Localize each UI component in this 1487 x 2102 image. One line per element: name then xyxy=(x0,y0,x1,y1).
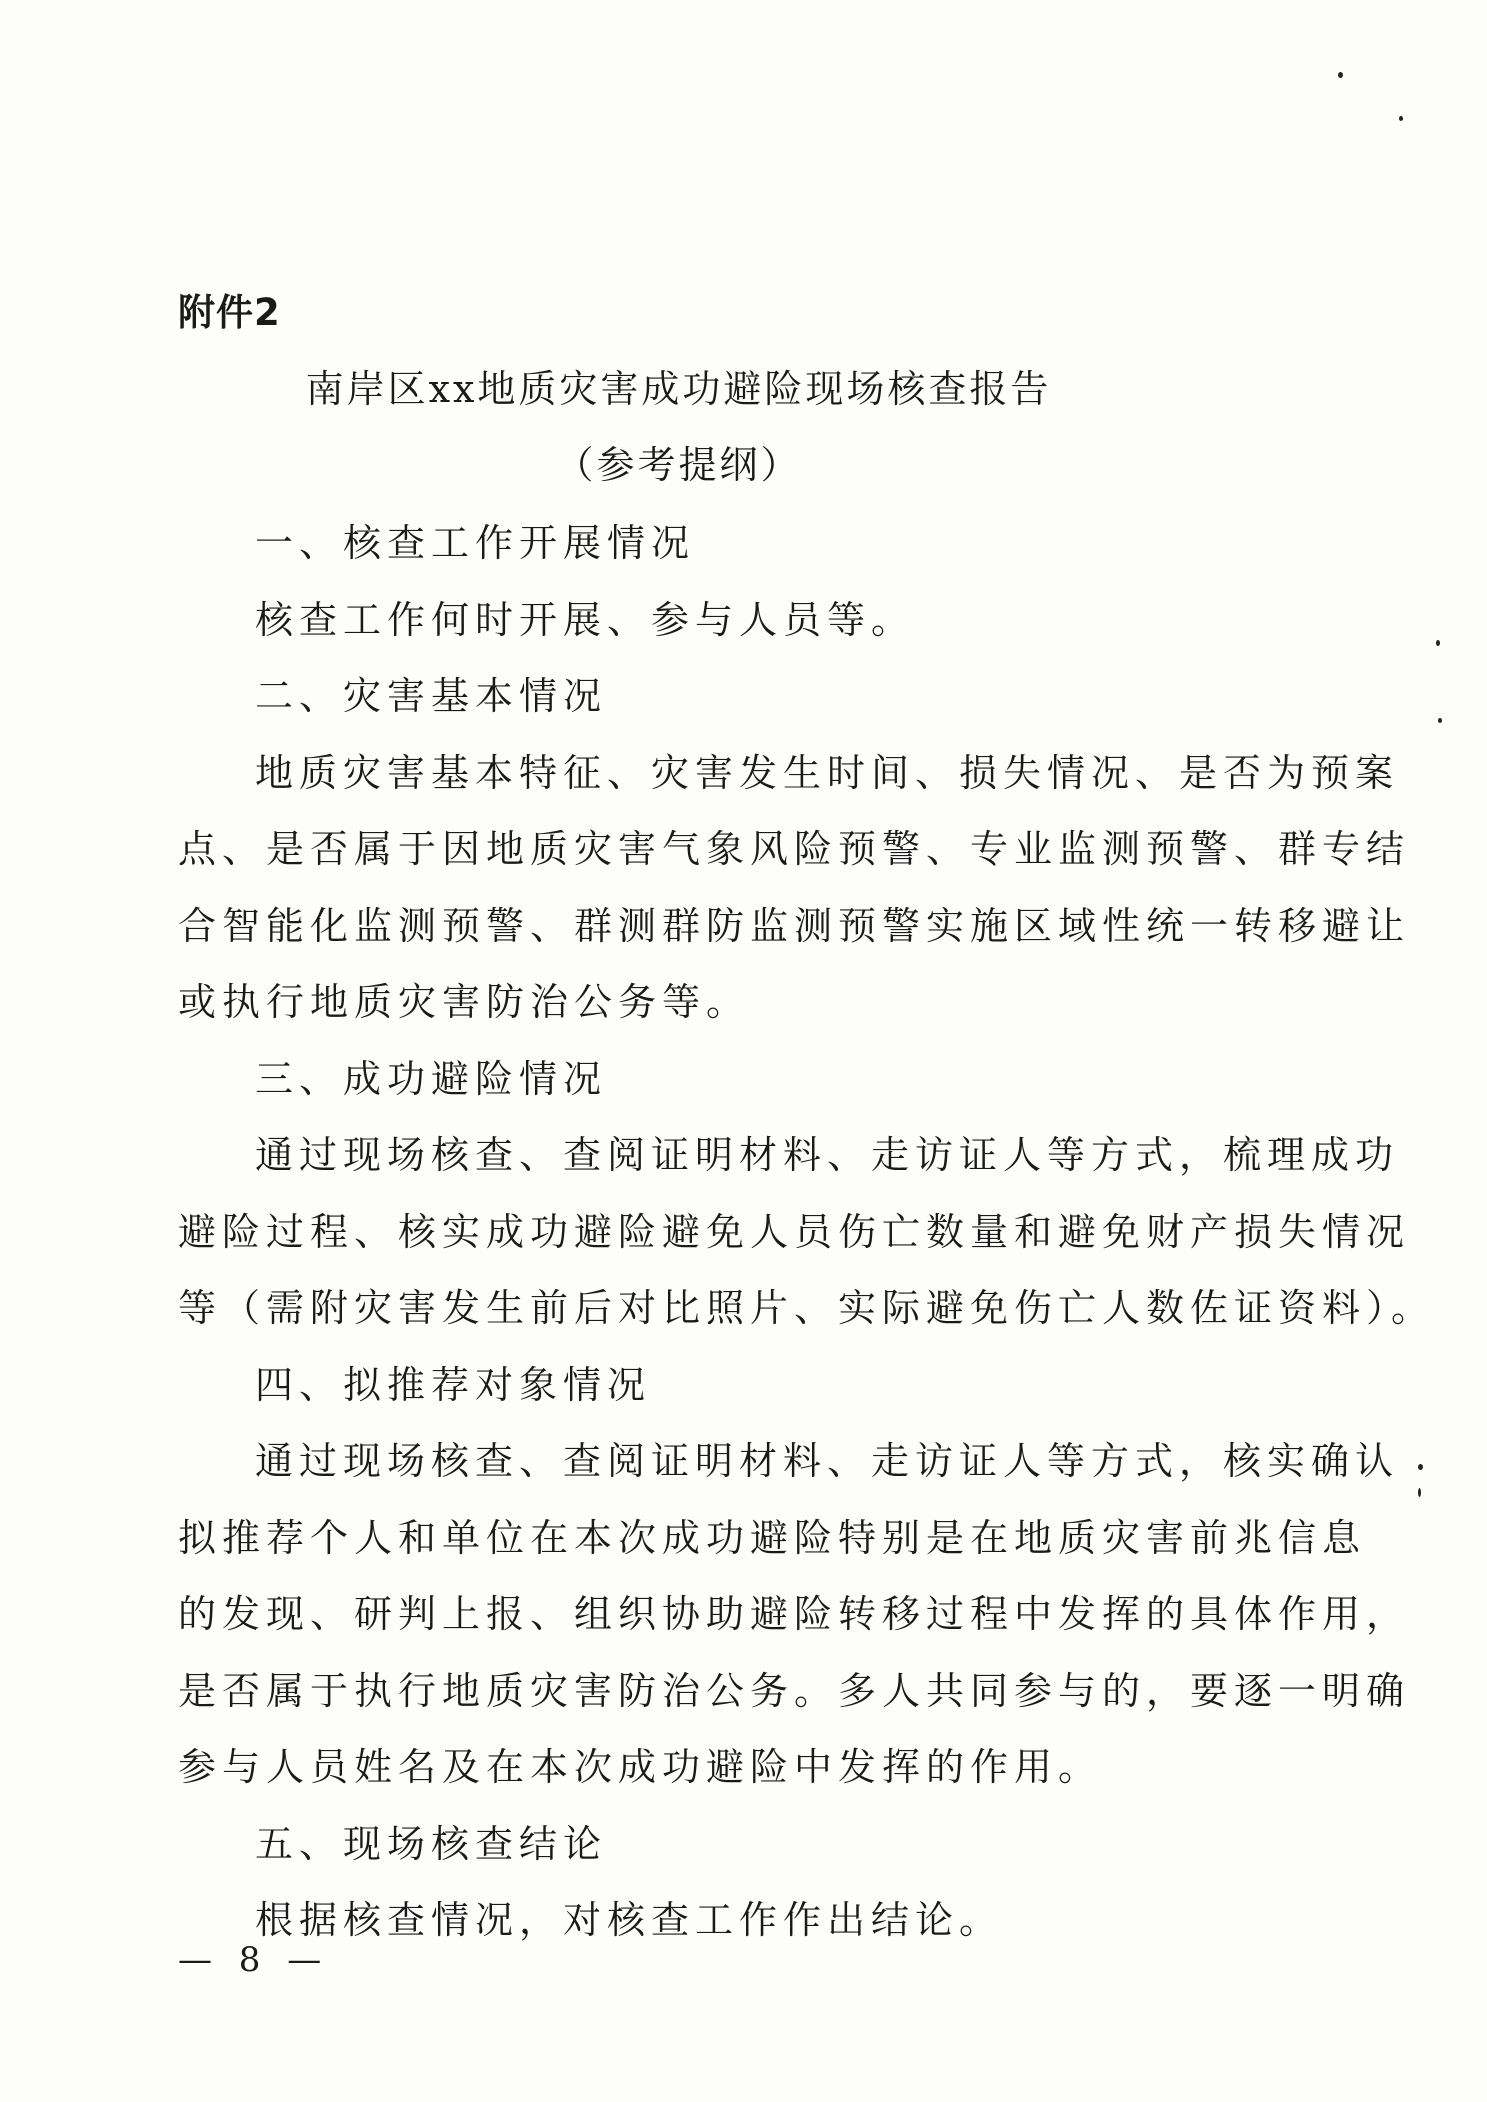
page-number: — 8 — xyxy=(178,1940,330,1980)
scan-speck xyxy=(1418,1464,1423,1470)
scan-speck xyxy=(1436,640,1440,646)
body-line: 合智能化监测预警、群测群防监测预警实施区域性统一转移避让 xyxy=(178,903,1411,948)
body-line: 五、现场核查结论 xyxy=(255,1821,608,1866)
attachment-label: 附件2 xyxy=(178,291,281,334)
report-title: 南岸区xx地质灾害成功避险现场核查报告 xyxy=(305,367,1052,411)
body-line: 拟推荐个人和单位在本次成功避险特别是在地质灾害前兆信息 xyxy=(178,1515,1367,1560)
body-line: 是否属于执行地质灾害防治公务。多人共同参与的，要逐一明确 xyxy=(178,1668,1411,1713)
body-line: 地质灾害基本特征、灾害发生时间、损失情况、是否为预案 xyxy=(255,750,1400,795)
scan-speck xyxy=(1399,116,1403,121)
body-line: 三、成功避险情况 xyxy=(255,1056,608,1101)
body-line: 等（需附灾害发生前后对比照片、实际避免伤亡人数佐证资料）。 xyxy=(178,1286,1436,1330)
scan-speck xyxy=(1438,718,1442,723)
body-line: 的发现、研判上报、组织协助避险转移过程中发挥的具体作用， xyxy=(178,1592,1411,1636)
body-line: 四、拟推荐对象情况 xyxy=(255,1362,652,1407)
body-line: 一、核查工作开展情况 xyxy=(255,521,696,565)
body-line: 根据核查情况，对核查工作作出结论。 xyxy=(255,1898,1004,1942)
body-line: 通过现场核查、查阅证明材料、走访证人等方式，梳理成功 xyxy=(255,1133,1400,1177)
scan-speck xyxy=(1418,1488,1421,1497)
body-line: 或执行地质灾害防治公务等。 xyxy=(178,980,751,1024)
body-line: 二、灾害基本情况 xyxy=(255,674,608,718)
report-subtitle: （参考提纲） xyxy=(555,443,802,487)
body-line: 核查工作何时开展、参与人员等。 xyxy=(255,597,916,642)
scan-speck xyxy=(1338,72,1343,78)
body-line: 参与人员姓名及在本次成功避险中发挥的作用。 xyxy=(178,1745,1103,1789)
body-line: 避险过程、核实成功避险避免人员伤亡数量和避免财产损失情况 xyxy=(178,1209,1411,1254)
body-line: 点、是否属于因地质灾害气象风险预警、专业监测预警、群专结 xyxy=(178,827,1411,871)
body-line: 通过现场核查、查阅证明材料、走访证人等方式，核实确认 xyxy=(255,1439,1400,1483)
